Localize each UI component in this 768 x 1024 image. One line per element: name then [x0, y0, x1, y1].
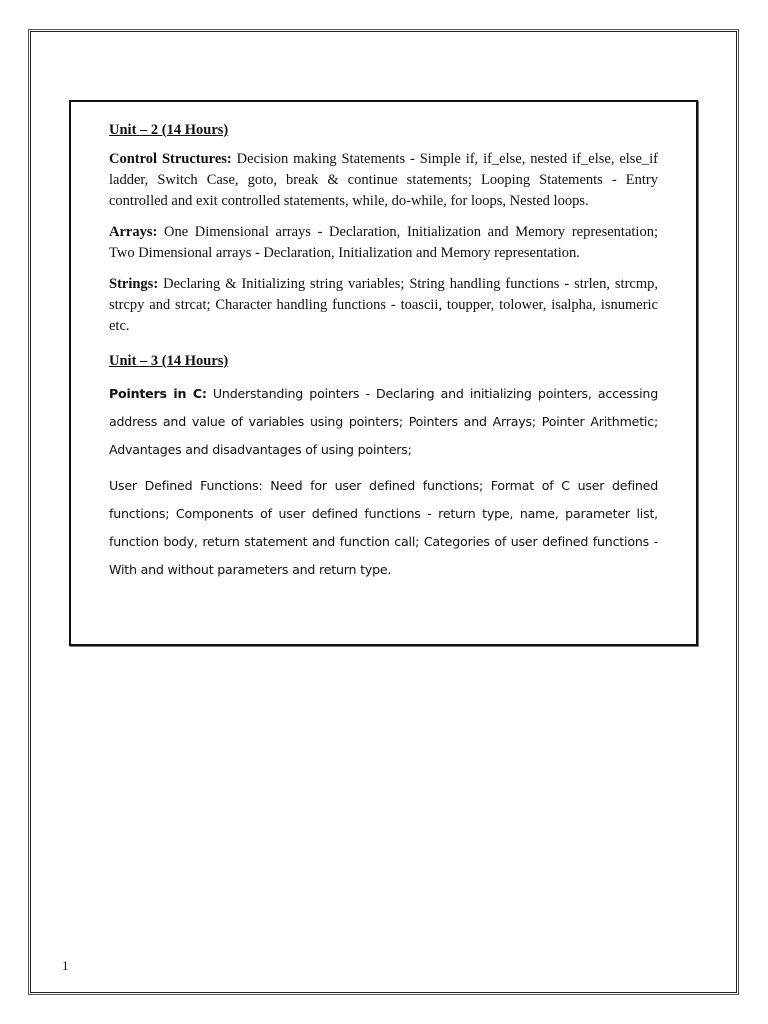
pointers-text: Understanding pointers - Declaring and initializing pointers, accessing address and value of variables using pointers; Pointers and Arrays; Pointer Arithmetic; Advantages and disadvantages of using pointers; [109, 386, 659, 457]
user-defined-functions-paragraph [109, 472, 658, 584]
control-structures-label: Control Structures: [109, 151, 232, 167]
control-structures-paragraph [109, 149, 658, 212]
user-defined-functions-text: User Defined Functions: Need for user defined functions; Format of C user defined functions; Components of user defined functions - return type, name, parameter list, function body, return statement and function call; Categories of user defined functions - With and without parameters and return type. [109, 478, 658, 577]
syllabus-content-box [69, 100, 698, 646]
arrays-text: One Dimensional arrays - Declaration, Initialization and Memory representation; Two Dimensional arrays - Declaration, Initialization and Memory representation. [109, 224, 658, 261]
strings-text: Declaring & Initializing string variables; String handling functions - strlen, strcmp, strcpy and strcat; Character handling functions - toascii, toupper, tolower, isalpha, isnumeric etc. [109, 276, 658, 334]
strings-label: Strings: [109, 276, 159, 292]
control-structures-text: Decision making Statements - Simple if, if_else, nested if_else, else_if ladder, Switch Case, goto, break & continue statements; Looping Statements - Entry controlled and exit controlled statements, while, do-while, for loops, Nested loops. [109, 151, 658, 209]
arrays-label: Arrays: [109, 224, 158, 240]
pointers-label: Pointers in C: [109, 386, 207, 401]
unit-3-heading: Unit – 3 (14 Hours) [109, 353, 229, 369]
unit-2-heading: Unit – 2 (14 Hours) [109, 122, 229, 138]
pointers-paragraph [109, 380, 658, 464]
page-number: 1 [62, 958, 69, 973]
arrays-paragraph [109, 222, 658, 264]
strings-paragraph [109, 274, 658, 337]
